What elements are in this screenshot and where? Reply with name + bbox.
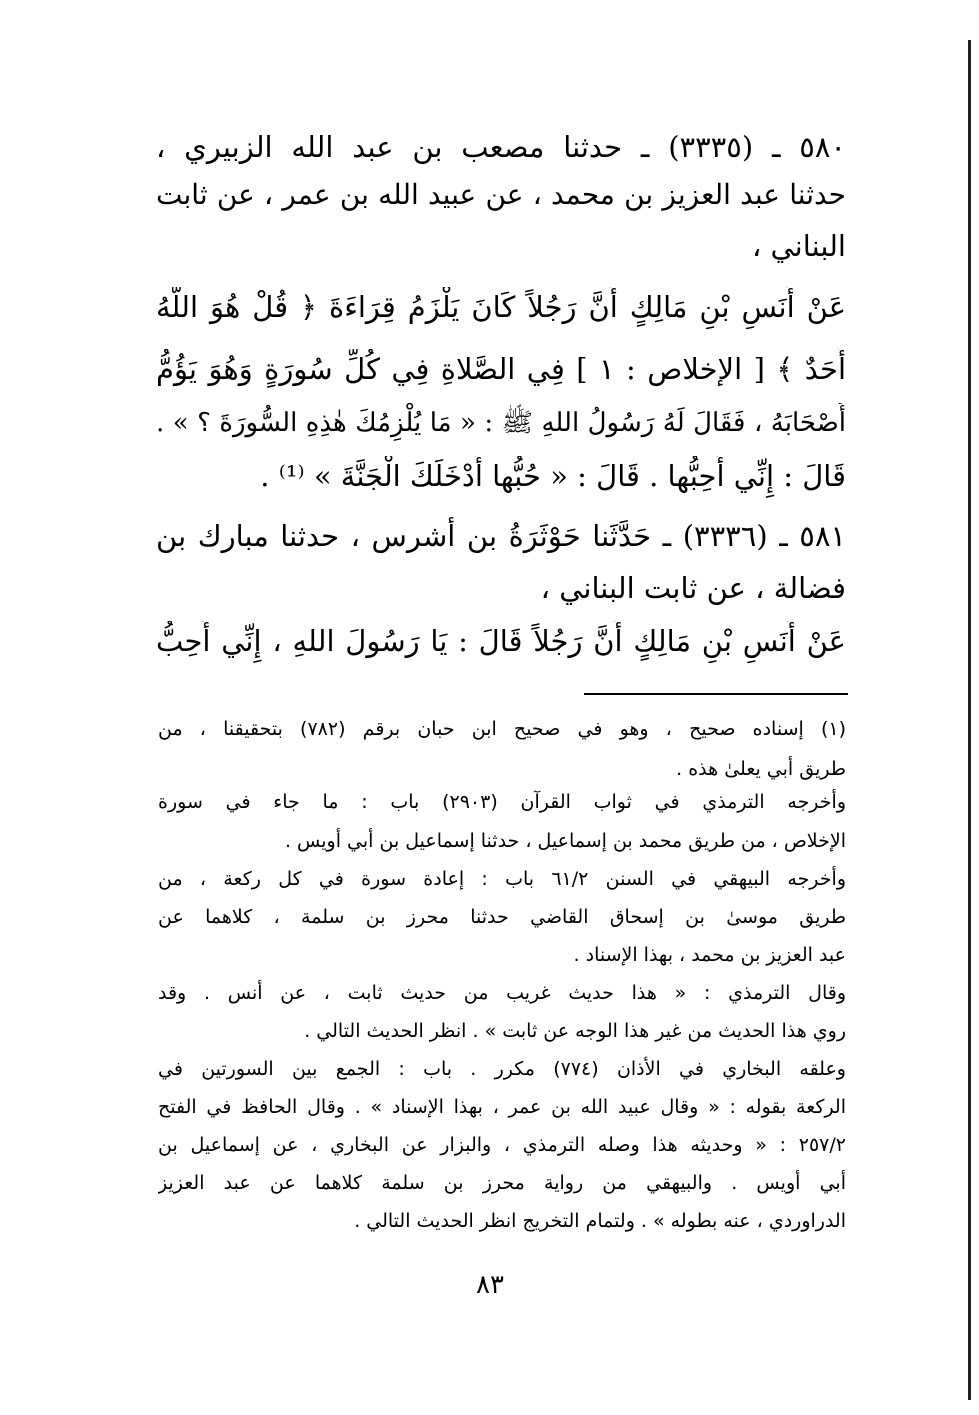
footnote-line: الدراوردي ، عنه بطوله » . ولتمام التخريج انظر الحديث التالي . [354, 1210, 846, 1232]
footnote-line: طريق موسىٰ بن إسحاق القاضي حدثنا محرز بن سلمة ، كلاهما عن [158, 906, 846, 928]
page-number: ٨٣ [476, 1270, 504, 1300]
footnote-line: عبد العزيز بن محمد ، بهذا الإسناد . [573, 944, 846, 966]
main-text-line: حدثنا عبد العزيز بن محمد ، عن عبيد الله بن عمر ، عن ثابت [156, 178, 846, 211]
main-text-line: ٥٨٠ ـ (٣٣٣٥) ـ حدثنا مصعب بن عبد الله الزبيري ، [156, 130, 846, 164]
footnote-line: وقال الترمذي : « هذا حديث غريب من حديث ثابت ، عن أنس . وقد [158, 982, 846, 1004]
footnote-line: الإخلاص ، من طريق محمد بن إسماعيل ، حدثنا إسماعيل بن أبي أويس . [284, 830, 846, 852]
footnote-line: وعلقه البخاري في الأذان (٧٧٤) مكرر . باب : الجمع بين السورتين في [158, 1058, 846, 1080]
main-text-line: أَصْحَابَهُ ، فَقَالَ لَهُ رَسُولُ اللهِ ﷺ : « مَا يُلْزِمُكَ هٰذِهِ السُّورَةَ ؟ » . [156, 408, 846, 438]
footnote-separator [584, 693, 848, 695]
main-text-line: أَحَدٌ ﴾ [ الإخلاص : ١ ] فِي الصَّلاةِ فِي كُلِّ سُورَةٍ وَهُوَ يَؤُمُّ [156, 352, 846, 386]
main-text-line: ٥٨١ ـ (٣٣٣٦) ـ حَدَّثَنا حَوْثَرَةُ بن أشرس ، حدثنا مبارك بن [156, 519, 846, 553]
footnote-line: طريق أبي يعلىٰ هذه . [676, 758, 846, 780]
footnote-line: روي هذا الحديث من غير هذا الوجه عن ثابت » . انظر الحديث التالي . [304, 1020, 846, 1042]
footnote-line: وأخرجه البيهقي في السنن ٦١/٢ باب : إعادة سورة في كل ركعة ، من [158, 868, 846, 890]
main-text-line: عَنْ أَنَسِ بْنِ مَالِكٍ أَنَّ رَجُلاً كَانَ يَلْزَمُ قِرَاءَةَ ﴿ قُلْ هُوَ اللَّهُ [156, 290, 846, 324]
main-text-line: فضالة ، عن ثابت البناني ، [540, 571, 846, 605]
main-text-line: قَالَ : إِنِّي أُحِبُّها . قَالَ : « حُبُّها أَدْخَلَكَ الْجَنَّةَ » ⁽¹⁾ . [260, 459, 846, 493]
main-text-line: البناني ، [751, 229, 846, 263]
footnote-line: ٢٥٧/٢ : « وحديثه هذا وصله الترمذي ، والبزار عن البخاري ، عن إسماعيل بن [158, 1134, 846, 1156]
footnote-line: وأخرجه الترمذي في ثواب القرآن (٢٩٠٣) باب : ما جاء في سورة [158, 791, 846, 813]
footnote-line: (١) إسناده صحيح ، وهو في صحيح ابن حبان برقم (٧٨٢) بتحقيقنا ، من [158, 718, 846, 740]
footnote-line: الركعة بقوله : « وقال عبيد الله بن عمر ، بهذا الإسناد » . وقال الحافظ في الفتح [158, 1096, 846, 1118]
page-edge-line [968, 40, 971, 1400]
footnote-line: أبي أويس . والبيهقي من رواية محرز بن سلمة كلاهما عن عبد العزيز [158, 1172, 846, 1194]
main-text-line: عَنْ أَنَسِ بْنِ مَالِكٍ أَنَّ رَجُلاً قَالَ : يَا رَسُولَ اللهِ ، إِنِّي أُحِبُّ [156, 624, 846, 658]
